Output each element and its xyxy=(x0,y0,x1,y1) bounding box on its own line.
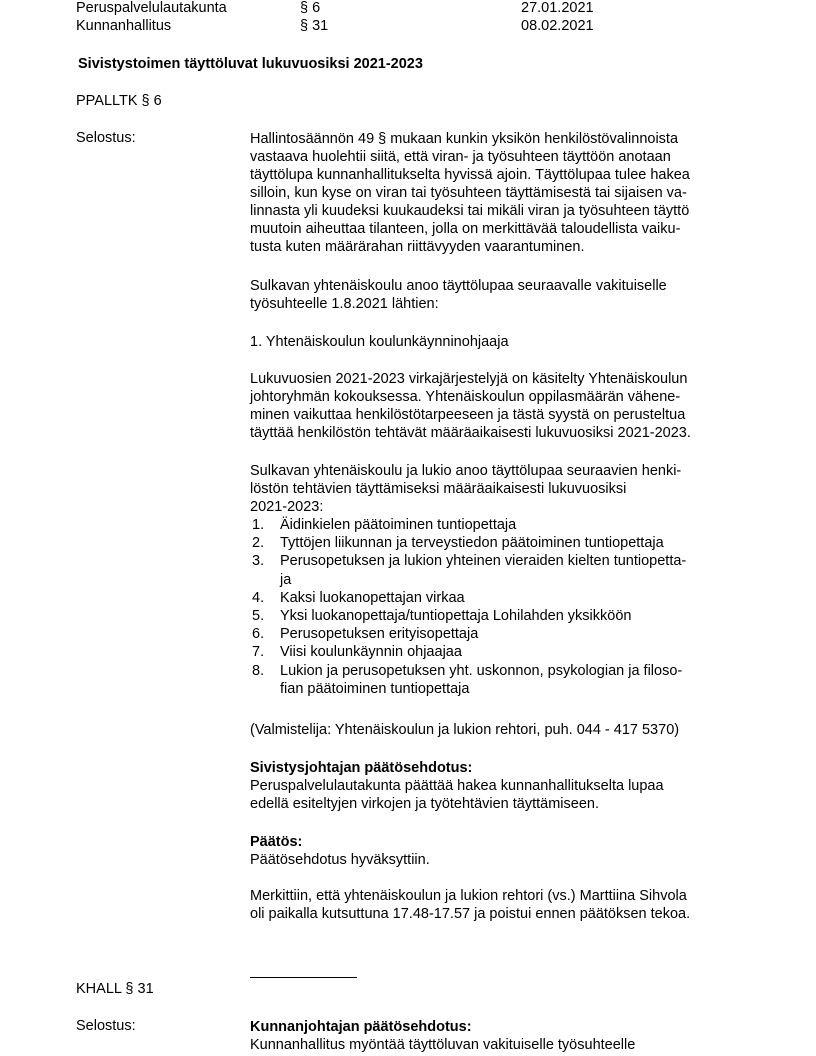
list-item xyxy=(250,552,750,588)
text-line: Sulkavan yhtenäiskoulu anoo täyttölupaa seuraavalle vakituiselle xyxy=(250,278,667,294)
proposal-heading: Kunnanjohtajan päätösehdotus: xyxy=(250,1019,472,1035)
list-text: Äidinkielen päätoiminen tuntiopettaja xyxy=(280,517,517,533)
ppalltk-decision xyxy=(250,833,750,869)
list-text: ja xyxy=(280,571,292,588)
header-date: 08.02.2021 xyxy=(521,18,594,34)
text-line: silloin, kun kyse on viran tai työsuhteen täyttämisestä tai sijaisen va- xyxy=(250,185,687,201)
text-line: löstön tehtävien täyttämiseksi määräaikaisesti lukuvuosiksi xyxy=(250,481,627,497)
list-item xyxy=(250,516,750,534)
signature-line xyxy=(250,977,357,978)
header-section: § 6 xyxy=(300,0,321,16)
list-text: Perusopetuksen erityisopettaja xyxy=(280,626,479,643)
list-text: Kaksi luokanopettajan virkaa xyxy=(280,589,465,606)
text-line: edellä esiteltyjen virkojen ja työtehtävien täyttämiseen. xyxy=(250,796,599,812)
text-line: Sulkavan yhtenäiskoulu ja lukio anoo täyttölupaa seuraavien henki- xyxy=(250,463,682,479)
list-number: 8. xyxy=(252,662,265,679)
ppalltk-para4 xyxy=(250,370,750,442)
ppalltk-para5 xyxy=(250,462,750,516)
text-line: Merkittiin, että yhtenäiskoulun ja lukion rehtori (vs.) Marttiina Sihvola xyxy=(250,888,687,904)
header-date: 27.01.2021 xyxy=(521,0,594,16)
list-text: Viisi koulunkäynnin ohjaajaa xyxy=(280,644,462,661)
list-text: Yksi luokanopettaja/tuntiopettaja Lohilahden yksikköön xyxy=(280,608,632,625)
text-line: täyttää henkilöstön tehtävät määräaikaisesti lukuvuosiksi 2021-2023. xyxy=(250,425,691,441)
decision-heading: Päätös: xyxy=(250,834,303,850)
header-body: Kunnanhallitus xyxy=(76,18,172,34)
ppalltk-para3 xyxy=(250,333,750,351)
text-line: tusta kuten määrärahan riittävyyden vaarantuminen. xyxy=(250,239,585,255)
text-line: oli paikalla kutsuttuna 17.48-17.57 ja poistui ennen päätöksen tekoa. xyxy=(250,906,691,922)
text-line: 2021-2023: xyxy=(250,499,324,515)
list-item xyxy=(250,662,750,698)
text-line: johtoryhmän kokouksessa. Yhtenäiskoulun oppilasmäärän vähene- xyxy=(250,389,681,405)
header-row xyxy=(76,17,776,35)
list-number: 1. xyxy=(252,517,265,533)
ppalltk-selostus-label: Selostus: xyxy=(76,130,136,146)
ppalltk-para2 xyxy=(250,277,750,313)
list-text: Tyttöjen liikunnan ja terveystiedon päätoiminen tuntiopettaja xyxy=(280,535,664,552)
text-line: Lukuvuosien 2021-2023 virkajärjestelyjä on käsitelty Yhtenäiskoulun xyxy=(250,371,688,387)
list-item xyxy=(250,534,750,552)
proposal-heading: Sivistysjohtajan päätösehdotus: xyxy=(250,760,473,776)
list-number: 5. xyxy=(252,608,265,625)
list-number: 6. xyxy=(252,626,265,643)
khall-ref: KHALL § 31 xyxy=(76,981,154,997)
list-item xyxy=(250,643,750,661)
text-line: Kunnanhallitus myöntää täyttöluvan vakituiselle työsuhteelle xyxy=(250,1037,636,1053)
ppalltk-ref: PPALLTK § 6 xyxy=(76,93,162,109)
text-line: minen vaikuttaa henkilöstötarpeeseen ja tästä syystä on perusteltua xyxy=(250,407,686,423)
text-line: Peruspalvelulautakunta päättää hakea kunnanhallitukselta lupaa xyxy=(250,778,664,794)
preparer-note xyxy=(250,721,750,739)
text-line: vastaava huolehtii siitä, että viran- ja työsuhteen täyttöön anotaan xyxy=(250,149,671,165)
list-item xyxy=(250,625,750,643)
list-item xyxy=(250,607,750,625)
khall-proposal xyxy=(250,1018,750,1054)
text-line: työsuhteelle 1.8.2021 lähtien: xyxy=(250,296,439,312)
ppalltk-proposal xyxy=(250,759,750,813)
list-number: 4. xyxy=(252,589,265,606)
ppalltk-note xyxy=(250,887,750,923)
text-line: (Valmistelija: Yhtenäiskoulun ja lukion rehtori, puh. 044 - 417 5370) xyxy=(250,722,680,738)
header-row xyxy=(76,0,776,17)
header-section: § 31 xyxy=(300,18,329,34)
list-number: 3. xyxy=(252,553,265,570)
ppalltk-para1 xyxy=(250,130,750,256)
text-line: Päätösehdotus hyväksyttiin. xyxy=(250,852,430,868)
document-title: Sivistystoimen täyttöluvat lukuvuosiksi 2021-2023 xyxy=(78,56,423,72)
list-item xyxy=(250,589,750,607)
text-line: muutoin aiheuttaa tilanteen, jolla on merkittävää taloudellista vaiku- xyxy=(250,221,681,237)
khall-selostus-label: Selostus: xyxy=(76,1018,136,1034)
text-line: Hallintosäännön 49 § mukaan kunkin yksikön henkilöstövalinnoista xyxy=(250,131,679,147)
header-body: Peruspalvelulautakunta xyxy=(76,0,227,16)
list-number: 2. xyxy=(252,535,265,552)
list-text: Lukion ja perusopetuksen yht. uskonnon, psykologian ja filoso- xyxy=(280,662,683,679)
list-text: fian päätoiminen tuntiopettaja xyxy=(280,680,470,697)
text-line: linnasta yli kuudeksi kuukaudeksi tai mikäli viran ja työsuhteen täyttö xyxy=(250,203,690,219)
list-text: Perusopetuksen ja lukion yhteinen vieraiden kielten tuntiopetta- xyxy=(280,553,687,570)
list-number: 7. xyxy=(252,644,265,661)
positions-list xyxy=(250,516,750,698)
text-line: täyttölupa kunnanhallitukselta hyvissä ajoin. Täyttölupaa tulee hakea xyxy=(250,167,690,183)
text-line: 1. Yhtenäiskoulun koulunkäynninohjaaja xyxy=(250,334,509,350)
